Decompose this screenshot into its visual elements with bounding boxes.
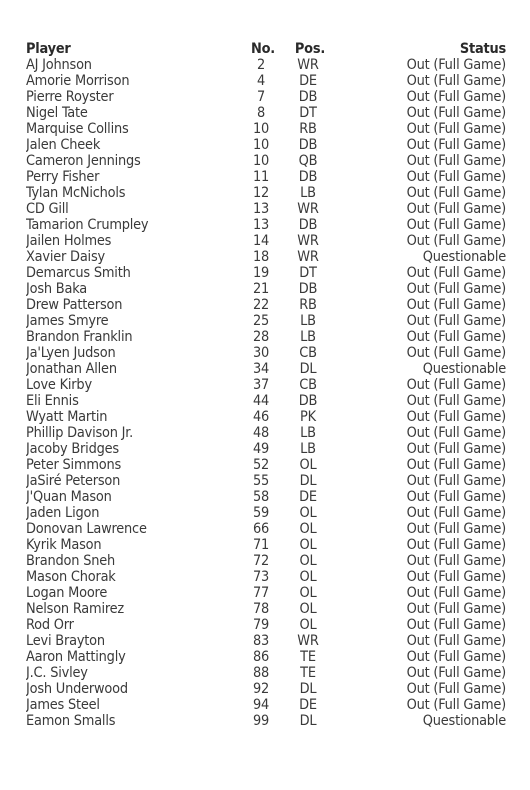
player-status: Out (Full Game) (406, 345, 506, 361)
player-number: 25 (252, 313, 270, 329)
player-status: Out (Full Game) (406, 473, 506, 489)
player-status: Out (Full Game) (406, 313, 506, 329)
player-number: 44 (252, 393, 270, 409)
table-row (26, 457, 506, 473)
player-status: Out (Full Game) (406, 185, 506, 201)
table-row (26, 297, 506, 313)
player-number: 13 (252, 201, 270, 217)
player-number: 46 (252, 409, 270, 425)
player-name: Josh Baka (26, 281, 87, 297)
player-number: 8 (256, 105, 266, 121)
player-position: DL (299, 473, 317, 489)
player-position: DE (299, 697, 317, 713)
player-position: LB (300, 185, 316, 201)
header-status: Status (459, 41, 506, 57)
player-position: QB (298, 153, 318, 169)
player-position: DB (298, 217, 318, 233)
table-row (26, 153, 506, 169)
player-name: JaSiré Peterson (26, 473, 121, 489)
player-number: 79 (252, 617, 270, 633)
header-number: No. (250, 41, 276, 57)
table-row (26, 569, 506, 585)
table-row (26, 185, 506, 201)
table-row (26, 585, 506, 601)
player-position: DT (299, 265, 317, 281)
table-row (26, 265, 506, 281)
player-number: 58 (252, 489, 270, 505)
injury-report-table (26, 41, 506, 729)
player-status: Out (Full Game) (406, 89, 506, 105)
player-status: Out (Full Game) (406, 569, 506, 585)
player-number: 92 (252, 681, 270, 697)
player-status: Out (Full Game) (406, 537, 506, 553)
player-number: 59 (252, 505, 270, 521)
player-number: 66 (252, 521, 270, 537)
player-name: Aaron Mattingly (26, 649, 126, 665)
player-number: 12 (252, 185, 270, 201)
player-position: OL (299, 457, 317, 473)
player-number: 10 (252, 121, 270, 137)
player-position: WR (297, 233, 319, 249)
player-status: Questionable (422, 361, 506, 377)
player-number: 55 (252, 473, 270, 489)
player-number: 99 (252, 713, 270, 729)
player-name: Wyatt Martin (26, 409, 108, 425)
player-position: DE (299, 489, 317, 505)
player-position: LB (300, 425, 316, 441)
player-name: Demarcus Smith (26, 265, 131, 281)
player-status: Out (Full Game) (406, 425, 506, 441)
table-row (26, 617, 506, 633)
table-row (26, 633, 506, 649)
player-number: 78 (252, 601, 270, 617)
player-status: Out (Full Game) (406, 457, 506, 473)
player-name: Xavier Daisy (26, 249, 105, 265)
player-status: Out (Full Game) (406, 137, 506, 153)
player-position: DB (298, 137, 318, 153)
player-position: LB (300, 313, 316, 329)
player-number: 14 (252, 233, 270, 249)
player-position: DE (299, 73, 317, 89)
table-row (26, 169, 506, 185)
player-position: OL (299, 569, 317, 585)
table-row (26, 697, 506, 713)
player-position: LB (300, 329, 316, 345)
table-row (26, 377, 506, 393)
player-status: Out (Full Game) (406, 281, 506, 297)
player-name: Pierre Royster (26, 89, 114, 105)
table-row (26, 313, 506, 329)
table-row (26, 345, 506, 361)
player-name: CD Gill (26, 201, 69, 217)
player-status: Out (Full Game) (406, 377, 506, 393)
table-row (26, 649, 506, 665)
player-position: DL (299, 361, 317, 377)
player-status: Out (Full Game) (406, 617, 506, 633)
player-name: Brandon Franklin (26, 329, 133, 345)
table-row (26, 665, 506, 681)
player-status: Out (Full Game) (406, 169, 506, 185)
player-position: DB (298, 281, 318, 297)
player-position: WR (297, 249, 319, 265)
player-number: 49 (252, 441, 270, 457)
player-name: Rod Orr (26, 617, 74, 633)
player-name: Nelson Ramirez (26, 601, 125, 617)
table-row (26, 73, 506, 89)
player-name: Peter Simmons (26, 457, 122, 473)
player-position: RB (299, 297, 317, 313)
player-number: 94 (252, 697, 270, 713)
player-name: Cameron Jennings (26, 153, 141, 169)
player-position: WR (297, 201, 319, 217)
header-player: Player (26, 41, 71, 57)
player-name: Kyrik Mason (26, 537, 102, 553)
table-row (26, 489, 506, 505)
player-name: J'Quan Mason (26, 489, 112, 505)
player-status: Out (Full Game) (406, 489, 506, 505)
player-number: 30 (252, 345, 270, 361)
player-number: 37 (252, 377, 270, 393)
player-position: PK (300, 409, 316, 425)
table-row (26, 121, 506, 137)
player-position: OL (299, 585, 317, 601)
player-status: Out (Full Game) (406, 697, 506, 713)
player-number: 34 (252, 361, 270, 377)
player-name: Tamarion Crumpley (26, 217, 149, 233)
player-position: DB (298, 89, 318, 105)
player-name: Perry Fisher (26, 169, 100, 185)
player-position: CB (299, 377, 317, 393)
player-status: Out (Full Game) (406, 601, 506, 617)
player-position: WR (297, 57, 319, 73)
table-row (26, 137, 506, 153)
player-number: 73 (252, 569, 270, 585)
table-row (26, 249, 506, 265)
player-number: 4 (256, 73, 266, 89)
player-status: Out (Full Game) (406, 505, 506, 521)
player-number: 83 (252, 633, 270, 649)
player-number: 77 (252, 585, 270, 601)
player-status: Out (Full Game) (406, 105, 506, 121)
player-status: Out (Full Game) (406, 121, 506, 137)
table-row (26, 681, 506, 697)
player-name: Jaden Ligon (26, 505, 100, 521)
player-status: Out (Full Game) (406, 393, 506, 409)
player-number: 11 (252, 169, 270, 185)
player-status: Out (Full Game) (406, 57, 506, 73)
player-position: CB (299, 345, 317, 361)
table-row (26, 393, 506, 409)
player-status: Out (Full Game) (406, 217, 506, 233)
player-status: Out (Full Game) (406, 633, 506, 649)
player-status: Out (Full Game) (406, 329, 506, 345)
player-name: Donovan Lawrence (26, 521, 147, 537)
player-name: Jacoby Bridges (26, 441, 119, 457)
player-number: 21 (252, 281, 270, 297)
player-position: TE (300, 649, 316, 665)
table-row (26, 713, 506, 729)
header-position: Pos. (294, 41, 326, 57)
player-name: James Smyre (26, 313, 109, 329)
player-position: DT (299, 105, 317, 121)
player-name: Marquise Collins (26, 121, 129, 137)
table-row (26, 89, 506, 105)
player-position: DB (298, 393, 318, 409)
table-row (26, 217, 506, 233)
player-number: 18 (252, 249, 270, 265)
player-number: 7 (256, 89, 266, 105)
player-status: Out (Full Game) (406, 73, 506, 89)
player-name: Nigel Tate (26, 105, 88, 121)
table-row (26, 329, 506, 345)
player-name: Drew Patterson (26, 297, 123, 313)
player-name: Levi Brayton (26, 633, 105, 649)
player-status: Out (Full Game) (406, 521, 506, 537)
player-name: Jonathan Allen (26, 361, 117, 377)
player-number: 28 (252, 329, 270, 345)
player-status: Out (Full Game) (406, 153, 506, 169)
player-position: RB (299, 121, 317, 137)
player-name: Josh Underwood (26, 681, 128, 697)
player-number: 10 (252, 153, 270, 169)
player-name: Tylan McNichols (26, 185, 126, 201)
player-status: Questionable (422, 713, 506, 729)
player-status: Questionable (422, 249, 506, 265)
table-row (26, 201, 506, 217)
player-position: OL (299, 553, 317, 569)
table-row (26, 601, 506, 617)
player-position: LB (300, 441, 316, 457)
player-status: Out (Full Game) (406, 201, 506, 217)
player-position: OL (299, 537, 317, 553)
table-row (26, 233, 506, 249)
player-name: Ja'Lyen Judson (26, 345, 116, 361)
table-row (26, 425, 506, 441)
table-row (26, 281, 506, 297)
player-number: 19 (252, 265, 270, 281)
player-number: 10 (252, 137, 270, 153)
player-name: Jalen Cheek (26, 137, 101, 153)
player-number: 22 (252, 297, 270, 313)
table-body (26, 57, 506, 729)
player-name: Mason Chorak (26, 569, 116, 585)
player-number: 48 (252, 425, 270, 441)
player-name: J.C. Sivley (26, 665, 88, 681)
player-status: Out (Full Game) (406, 553, 506, 569)
player-number: 2 (256, 57, 266, 73)
player-position: WR (297, 633, 319, 649)
player-status: Out (Full Game) (406, 409, 506, 425)
player-status: Out (Full Game) (406, 681, 506, 697)
player-name: Brandon Sneh (26, 553, 116, 569)
table-row (26, 505, 506, 521)
table-row (26, 473, 506, 489)
player-name: AJ Johnson (26, 57, 92, 73)
player-number: 52 (252, 457, 270, 473)
table-row (26, 441, 506, 457)
player-position: OL (299, 617, 317, 633)
player-name: Jailen Holmes (26, 233, 112, 249)
player-name: Eli Ennis (26, 393, 79, 409)
player-number: 88 (252, 665, 270, 681)
player-name: Logan Moore (26, 585, 108, 601)
player-position: OL (299, 521, 317, 537)
player-number: 86 (252, 649, 270, 665)
player-name: Eamon Smalls (26, 713, 116, 729)
player-status: Out (Full Game) (406, 233, 506, 249)
table-row (26, 553, 506, 569)
table-row (26, 105, 506, 121)
player-position: DL (299, 681, 317, 697)
table-row (26, 537, 506, 553)
table-row (26, 361, 506, 377)
player-status: Out (Full Game) (406, 665, 506, 681)
player-position: TE (300, 665, 316, 681)
table-row (26, 409, 506, 425)
table-row (26, 57, 506, 73)
player-status: Out (Full Game) (406, 297, 506, 313)
player-status: Out (Full Game) (406, 441, 506, 457)
player-position: OL (299, 505, 317, 521)
player-number: 72 (252, 553, 270, 569)
table-header (26, 41, 506, 57)
player-position: DB (298, 169, 318, 185)
player-name: Phillip Davison Jr. (26, 425, 134, 441)
player-name: Love Kirby (26, 377, 92, 393)
player-position: OL (299, 601, 317, 617)
player-name: Amorie Morrison (26, 73, 130, 89)
player-position: DL (299, 713, 317, 729)
player-name: James Steel (26, 697, 100, 713)
player-status: Out (Full Game) (406, 649, 506, 665)
player-number: 71 (252, 537, 270, 553)
table-row (26, 521, 506, 537)
player-number: 13 (252, 217, 270, 233)
player-status: Out (Full Game) (406, 265, 506, 281)
player-status: Out (Full Game) (406, 585, 506, 601)
